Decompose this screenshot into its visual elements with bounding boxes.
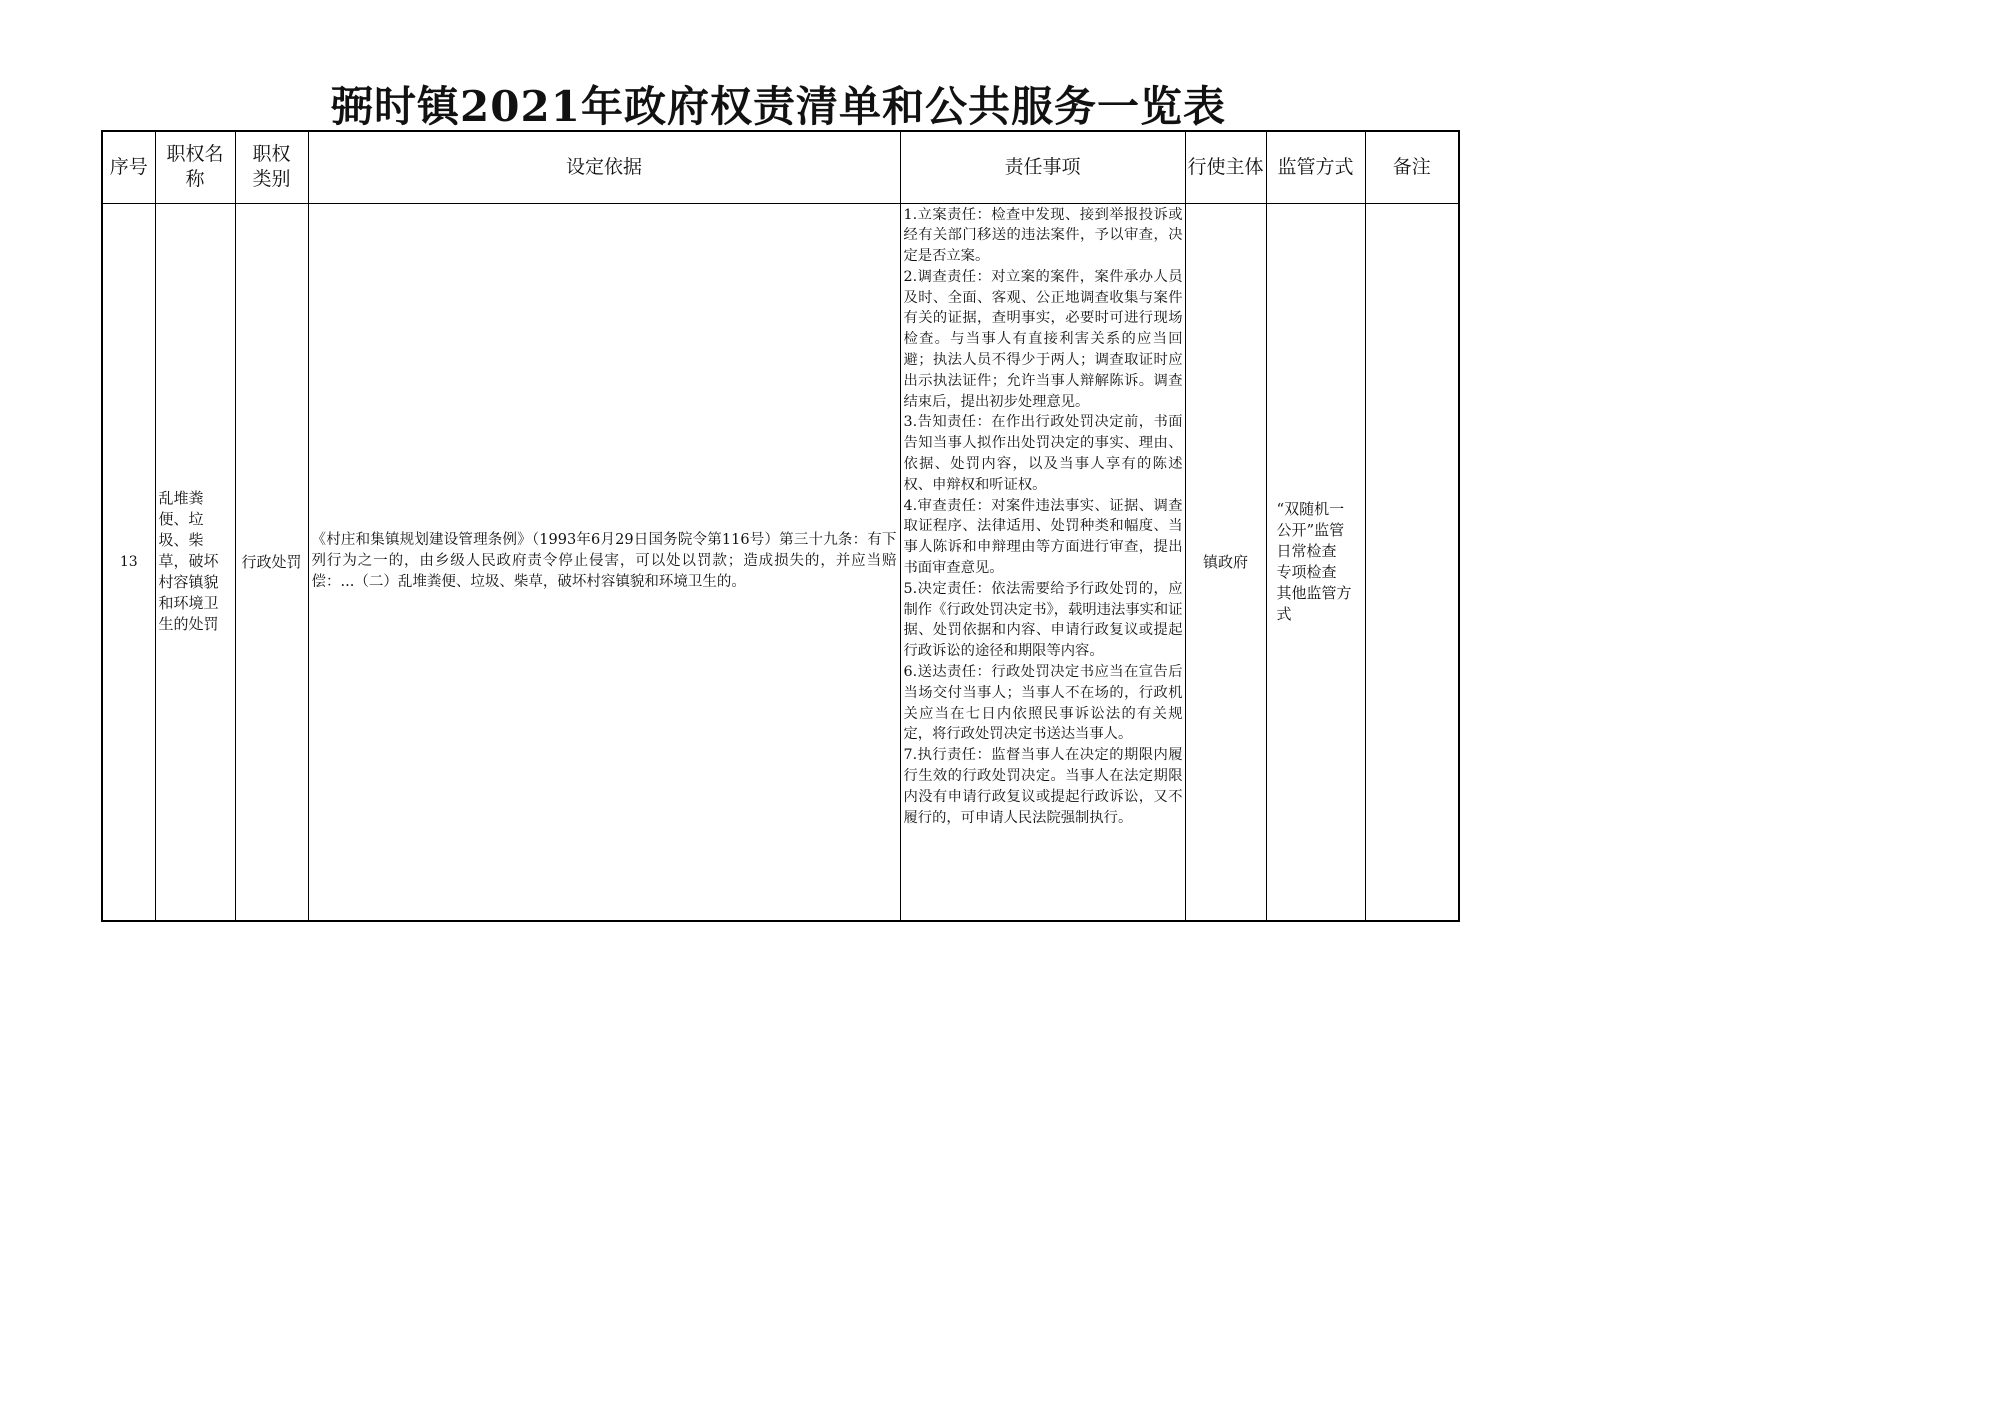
- responsibility-item: 3.告知责任：在作出行政处罚决定前，书面告知当事人拟作出处罚决定的事实、理由、依据、处罚内容，以及当事人享有的陈述权、申辩权和听证权。: [903, 414, 1183, 493]
- cell-basis: 《村庄和集镇规划建设管理条例》（1993年6月29日国务院令第116号）第三十九条：有下列行为之一的，由乡级人民政府责令停止侵害，可以处以罚款；造成损失的，并应当赔偿：...（二）乱堆粪便、垃圾、柴草，破坏村容镇貌和环境卫生的。: [308, 203, 900, 921]
- supervision-item: 日常检查: [1276, 541, 1337, 560]
- cell-supervision: [1266, 203, 1365, 921]
- responsibility-item: 6.送达责任：行政处罚决定书应当在宣告后当场交付当事人；当事人不在场的，行政机关应当在七日内依照民事诉讼法的有关规定，将行政处罚决定书送达当事人。: [903, 664, 1183, 743]
- cell-name: 乱堆粪便、垃圾、柴草，破坏村容镇貌和环境卫生的处罚: [155, 203, 235, 921]
- responsibility-item: 4.审查责任：对案件违法事实、证据、调查取证程序、法律适用、处罚种类和幅度、当事人陈诉和申辩理由等方面进行审查，提出书面审查意见。: [903, 497, 1183, 577]
- responsibility-item: 2.调查责任：对立案的案件，案件承办人员及时、全面、客观、公正地调查收集与案件有关的证据，查明事实，必要时可进行现场检查。与当事人有直接利害关系的应当回避；执法人员不得少于两人；调查取证时应出示执法证件；允许当事人辩解陈诉。调查结束后，提出初步处理意见。: [903, 268, 1183, 410]
- header-supervision: 监管方式: [1266, 131, 1365, 203]
- header-responsibility: 责任事项: [900, 131, 1185, 203]
- responsibility-item: 1.立案责任：检查中发现、接到举报投诉或经有关部门移送的违法案件，予以审查，决定是否立案。: [903, 206, 1183, 265]
- cell-category: 行政处罚: [235, 203, 308, 921]
- responsibility-item: 5.决定责任：依法需要给予行政处罚的，应制作《行政处罚决定书》，载明违法事实和证据、处罚依据和内容、申请行政复议或提起行政诉讼的途径和期限等内容。: [903, 580, 1183, 660]
- header-remarks: 备注: [1365, 131, 1459, 203]
- header-name: 职权名称: [155, 131, 235, 203]
- cell-remarks: [1365, 203, 1459, 921]
- page-title: 弼时镇2021年政府权责清单和公共服务一览表: [331, 82, 1226, 131]
- cell-seq: 13: [102, 203, 155, 921]
- table-header-row: [102, 131, 1459, 203]
- supervision-item: “双随机一公开”监管: [1276, 499, 1345, 539]
- table-row: [102, 203, 1459, 921]
- cell-subject: 镇政府: [1185, 203, 1266, 921]
- responsibility-item: 7.执行责任：监督当事人在决定的期限内履行生效的行政处罚决定。当事人在法定期限内没有申请行政复议或提起行政诉讼，又不履行的，可申请人民法院强制执行。: [903, 747, 1183, 826]
- header-seq: 序号: [102, 131, 155, 203]
- header-basis: 设定依据: [308, 131, 900, 203]
- authority-table: [101, 130, 1460, 922]
- cell-responsibility: [900, 203, 1185, 921]
- header-category: 职权类别: [235, 131, 308, 203]
- supervision-item: 其他监管方式: [1276, 583, 1352, 623]
- supervision-item: 专项检查: [1276, 562, 1337, 581]
- header-subject: 行使主体: [1185, 131, 1266, 203]
